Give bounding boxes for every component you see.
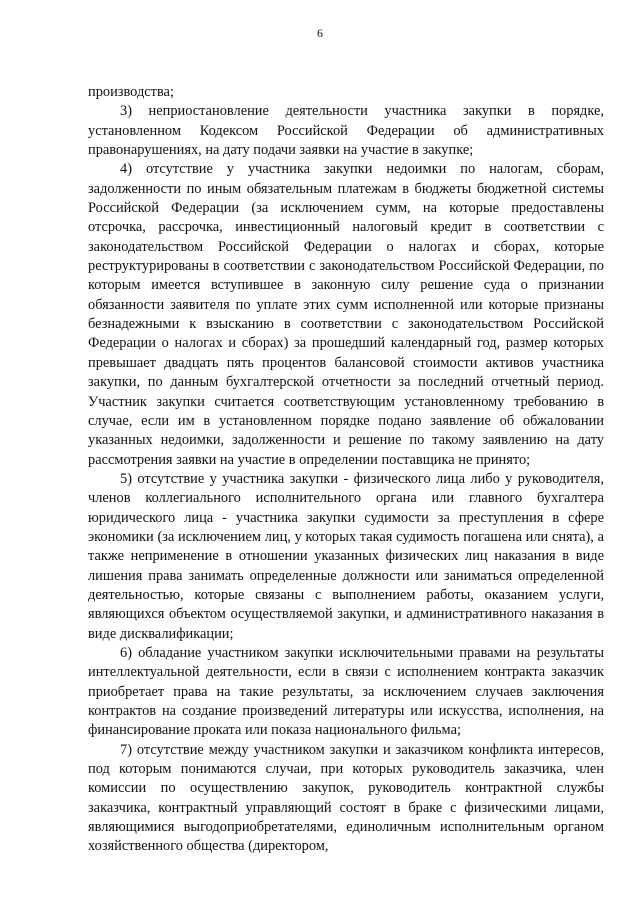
- paragraph-item-4: 4) отсутствие у участника закупки недоимки по налогам, сборам, задолженности по иным обязательным платежам в бюджеты бюджетной системы Российской Федерации (за исключением сумм, на которые предоставлены отсрочка, рассрочка, инвестиционный налоговый кредит в соответствии с законодательством Российской Федерации о налогах и сборах, которые реструктурированы в соответствии с законодательством Российской Федерации, по которым имеется вступившее в законную силу решение суда о признании обязанности заявителя по уплате этих сумм исполненной или которые признаны безнадежными к взысканию в соответствии с законодательством Российской Федерации о налогах и сборах) за прошедший календарный год, размер которых превышает двадцать пять процентов балансовой стоимости активов участника закупки, по данным бухгалтерской отчетности за последний отчетный период. Участник закупки считается соответствующим установленному требованию в случае, если им в установленном порядке подано заявление об обжаловании указанных недоимки, задолженности и решение по такому заявлению на дату рассмотрения заявки на участие в определении поставщика не принято;: [88, 161, 604, 468]
- paragraph-item-3: 3) неприостановление деятельности участника закупки в порядке, установленном Кодексом Российской Федерации об административных правонарушениях, на дату подачи заявки на участие в закупке;: [88, 103, 604, 159]
- paragraph-item-6: 6) обладание участником закупки исключительными правами на результаты интеллектуальной деятельности, если в связи с исполнением контракта заказчик приобретает права на такие результаты, за исключением случаев заключения контрактов на создание произведений литературы или искусства, исполнения, на финансирование проката или показа национального фильма;: [88, 644, 604, 739]
- paragraph-item-7: 7) отсутствие между участником закупки и заказчиком конфликта интересов, под которым понимаются случаи, при которых руководитель заказчика, член комиссии по осуществлению закупок, руководитель контрактной службы заказчика, контрактный управляющий состоят в браке с физическими лицами, являющимися выгодоприобретателями, единоличным исполнительным органом хозяйственного общества (директором,: [88, 741, 604, 855]
- paragraph-item-5: 5) отсутствие у участника закупки - физического лица либо у руководителя, членов коллегиального исполнительного органа или главного бухгалтера юридического лица - участника закупки судимости за преступления в сфере экономики (за исключением лиц, у которых такая судимость погашена или снята), а также неприменение в отношении указанных физических лиц наказания в виде лишения права занимать определенные должности или заниматься определенной деятельностью, которые связаны с выполнением работы, оказанием услуги, являющихся объектом осуществляемой закупки, и административного наказания в виде дисквалификации;: [88, 470, 604, 642]
- paragraph-continuation: производства;: [88, 84, 174, 100]
- page-number: 6: [317, 26, 323, 40]
- document-body: [88, 83, 604, 857]
